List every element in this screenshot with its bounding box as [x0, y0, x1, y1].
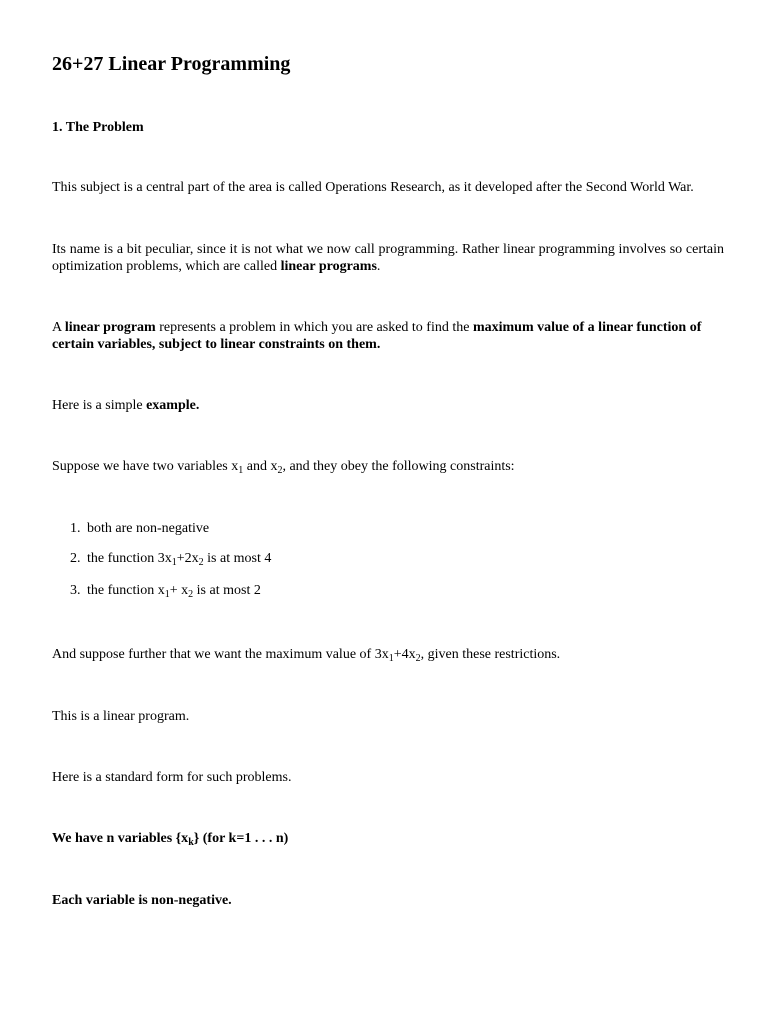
- definition-text-c: represents a problem in which you are asked to find the: [155, 320, 473, 335]
- subscript: 2: [277, 465, 283, 476]
- paragraph-standard-form: Here is a standard form for such problems.: [52, 770, 292, 785]
- list-number: 3.: [70, 583, 81, 598]
- subscript: 2: [188, 589, 194, 600]
- term-linear-programs: linear programs: [280, 259, 377, 274]
- list-number: 1.: [70, 521, 81, 536]
- definition-bold-phrase: maximum value of a linear function of certain variables, subject to linear constraints on them.: [52, 320, 702, 352]
- variables-text-c: , and they obey the following constraints:: [282, 459, 515, 474]
- subscript: 1: [171, 557, 177, 568]
- paragraph-name-text: Its name is a bit peculiar, since it is not what we now call programming. Rather linear programming involves so certain optimization problems, which are called: [52, 242, 724, 274]
- list-item: [70, 582, 710, 599]
- paragraph-statement: This is a linear program.: [52, 709, 190, 724]
- subscript: 2: [415, 653, 421, 664]
- paragraph-objective: [52, 646, 724, 663]
- paragraph-n-variables: [52, 830, 724, 847]
- list-item: [70, 520, 710, 537]
- list-number: 2.: [70, 551, 81, 566]
- subscript: 1: [388, 653, 394, 664]
- list-item-text: both are non-negative: [87, 521, 210, 536]
- list-item-text: the function 3x: [87, 551, 172, 566]
- example-bold: example.: [146, 398, 200, 413]
- constraints-list: [52, 520, 724, 600]
- list-item-text: + x: [169, 583, 189, 598]
- term-linear-program: linear program: [64, 320, 156, 335]
- objective-text-c: , given these restrictions.: [420, 647, 561, 662]
- list-item-text: is at most 4: [203, 551, 272, 566]
- paragraph-example: [52, 397, 724, 414]
- paragraph-name: [52, 241, 724, 275]
- subscript: k: [188, 837, 194, 848]
- objective-text-a: And suppose further that we want the maximum value of 3x: [52, 647, 389, 662]
- section-heading: 1. The Problem: [52, 120, 144, 135]
- paragraph-variables: [52, 458, 724, 475]
- n-variables-text-b: } (for k=1 . . . n): [193, 831, 289, 846]
- list-item: [70, 550, 710, 567]
- list-item-text: is at most 2: [193, 583, 261, 598]
- subscript: 2: [198, 557, 204, 568]
- objective-text-b: +4x: [393, 647, 416, 662]
- definition-text-a: A: [52, 320, 65, 335]
- subscript: 1: [238, 465, 244, 476]
- page-title: 26+27 Linear Programming: [52, 53, 291, 75]
- n-variables-text-a: We have n variables {x: [52, 831, 189, 846]
- example-text: Here is a simple: [52, 398, 147, 413]
- list-item-text: the function x: [87, 583, 165, 598]
- paragraph-definition: [52, 319, 724, 353]
- paragraph-name-end: .: [376, 259, 381, 274]
- variables-text-a: Suppose we have two variables x: [52, 459, 239, 474]
- paragraph-intro: This subject is a central part of the area is called Operations Research, as it developed after the Second World War.: [52, 180, 694, 195]
- variables-text-b: and x: [243, 459, 278, 474]
- list-item-text: +2x: [176, 551, 199, 566]
- paragraph-nonnegative: Each variable is non-negative.: [52, 893, 232, 908]
- subscript: 1: [164, 589, 170, 600]
